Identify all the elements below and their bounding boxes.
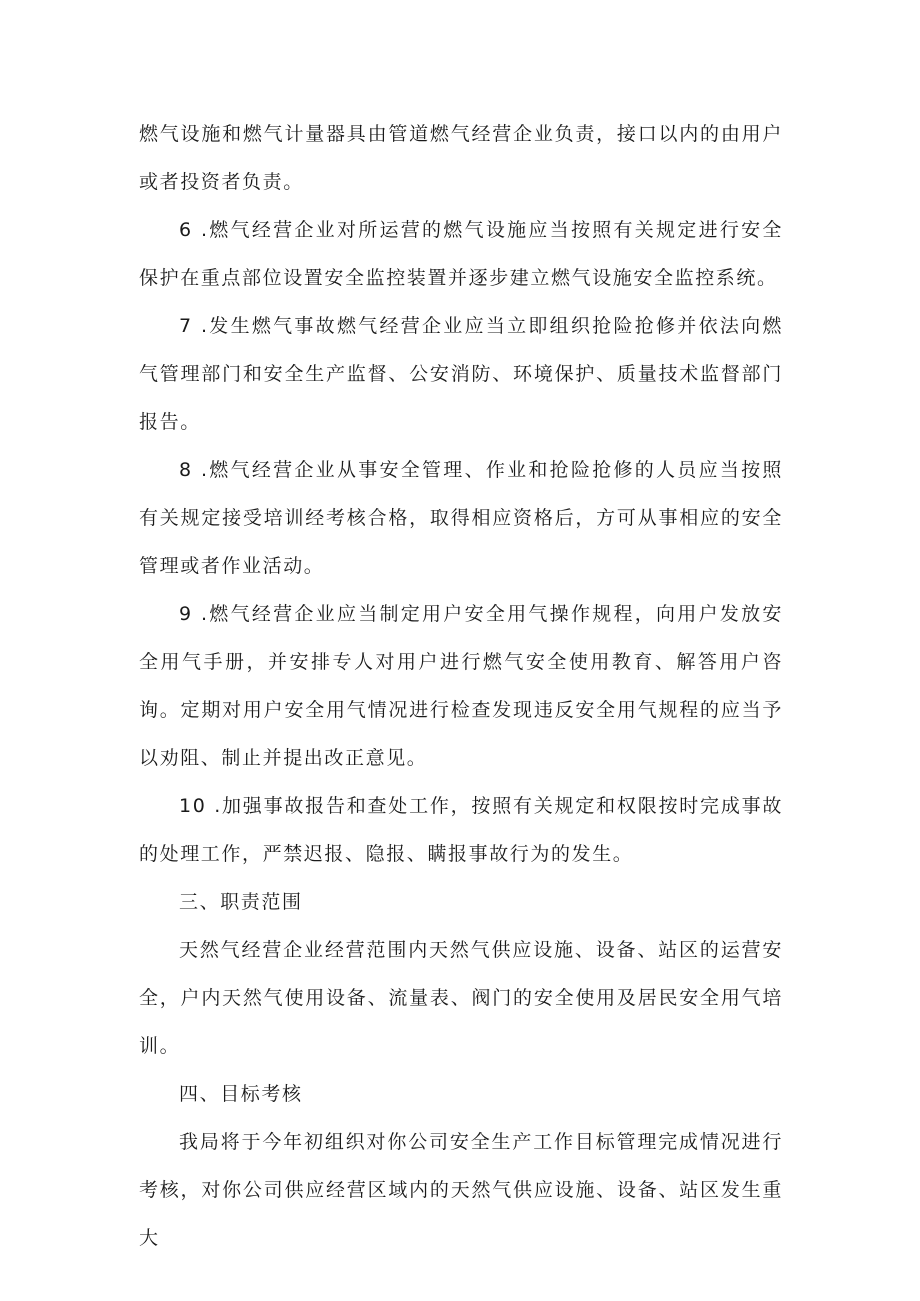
paragraph-item-6: 6 .燃气经营企业对所运营的燃气设施应当按照有关规定进行安全保护在重点部位设置安全监控装置并逐步建立燃气设施安全监控系统。 <box>139 219 783 289</box>
document-body <box>139 110 783 1262</box>
section-heading-target-assessment: 四、目标考核 <box>179 1083 303 1105</box>
paragraph-item-9: 9 .燃气经营企业应当制定用户安全用气操作规程，向用户发放安全用气手册，并安排专人对用户进行燃气安全使用教育、解答用户咨询。定期对用户安全用气情况进行检查发现违反安全用气规程的应当予以劝阻、制止并提出改正意见。 <box>139 603 783 769</box>
paragraph-continuation: 燃气设施和燃气计量器具由管道燃气经营企业负责，接口以内的由用户或者投资者负责。 <box>139 123 783 193</box>
paragraph-item-10: 10 .加强事故报告和查处工作，按照有关规定和权限按时完成事故的处理工作，严禁迟报、隐报、瞒报事故行为的发生。 <box>139 795 783 865</box>
paragraph-responsibility-scope: 天然气经营企业经营范围内天然气供应设施、设备、站区的运营安全，户内天然气使用设备、流量表、阀门的安全使用及居民安全用气培训。 <box>139 939 783 1057</box>
section-heading-responsibility-scope: 三、职责范围 <box>179 891 303 913</box>
paragraph-target-assessment: 我局将于今年初组织对你公司安全生产工作目标管理完成情况进行考核，对你公司供应经营区域内的天然气供应设施、设备、站区发生重大 <box>139 1131 783 1249</box>
paragraph-item-8: 8 .燃气经营企业从事安全管理、作业和抢险抢修的人员应当按照有关规定接受培训经考核合格，取得相应资格后，方可从事相应的安全管理或者作业活动。 <box>139 459 783 577</box>
paragraph-item-7: 7 .发生燃气事故燃气经营企业应当立即组织抢险抢修并依法向燃气管理部门和安全生产监督、公安消防、环境保护、质量技术监督部门报告。 <box>139 315 783 433</box>
